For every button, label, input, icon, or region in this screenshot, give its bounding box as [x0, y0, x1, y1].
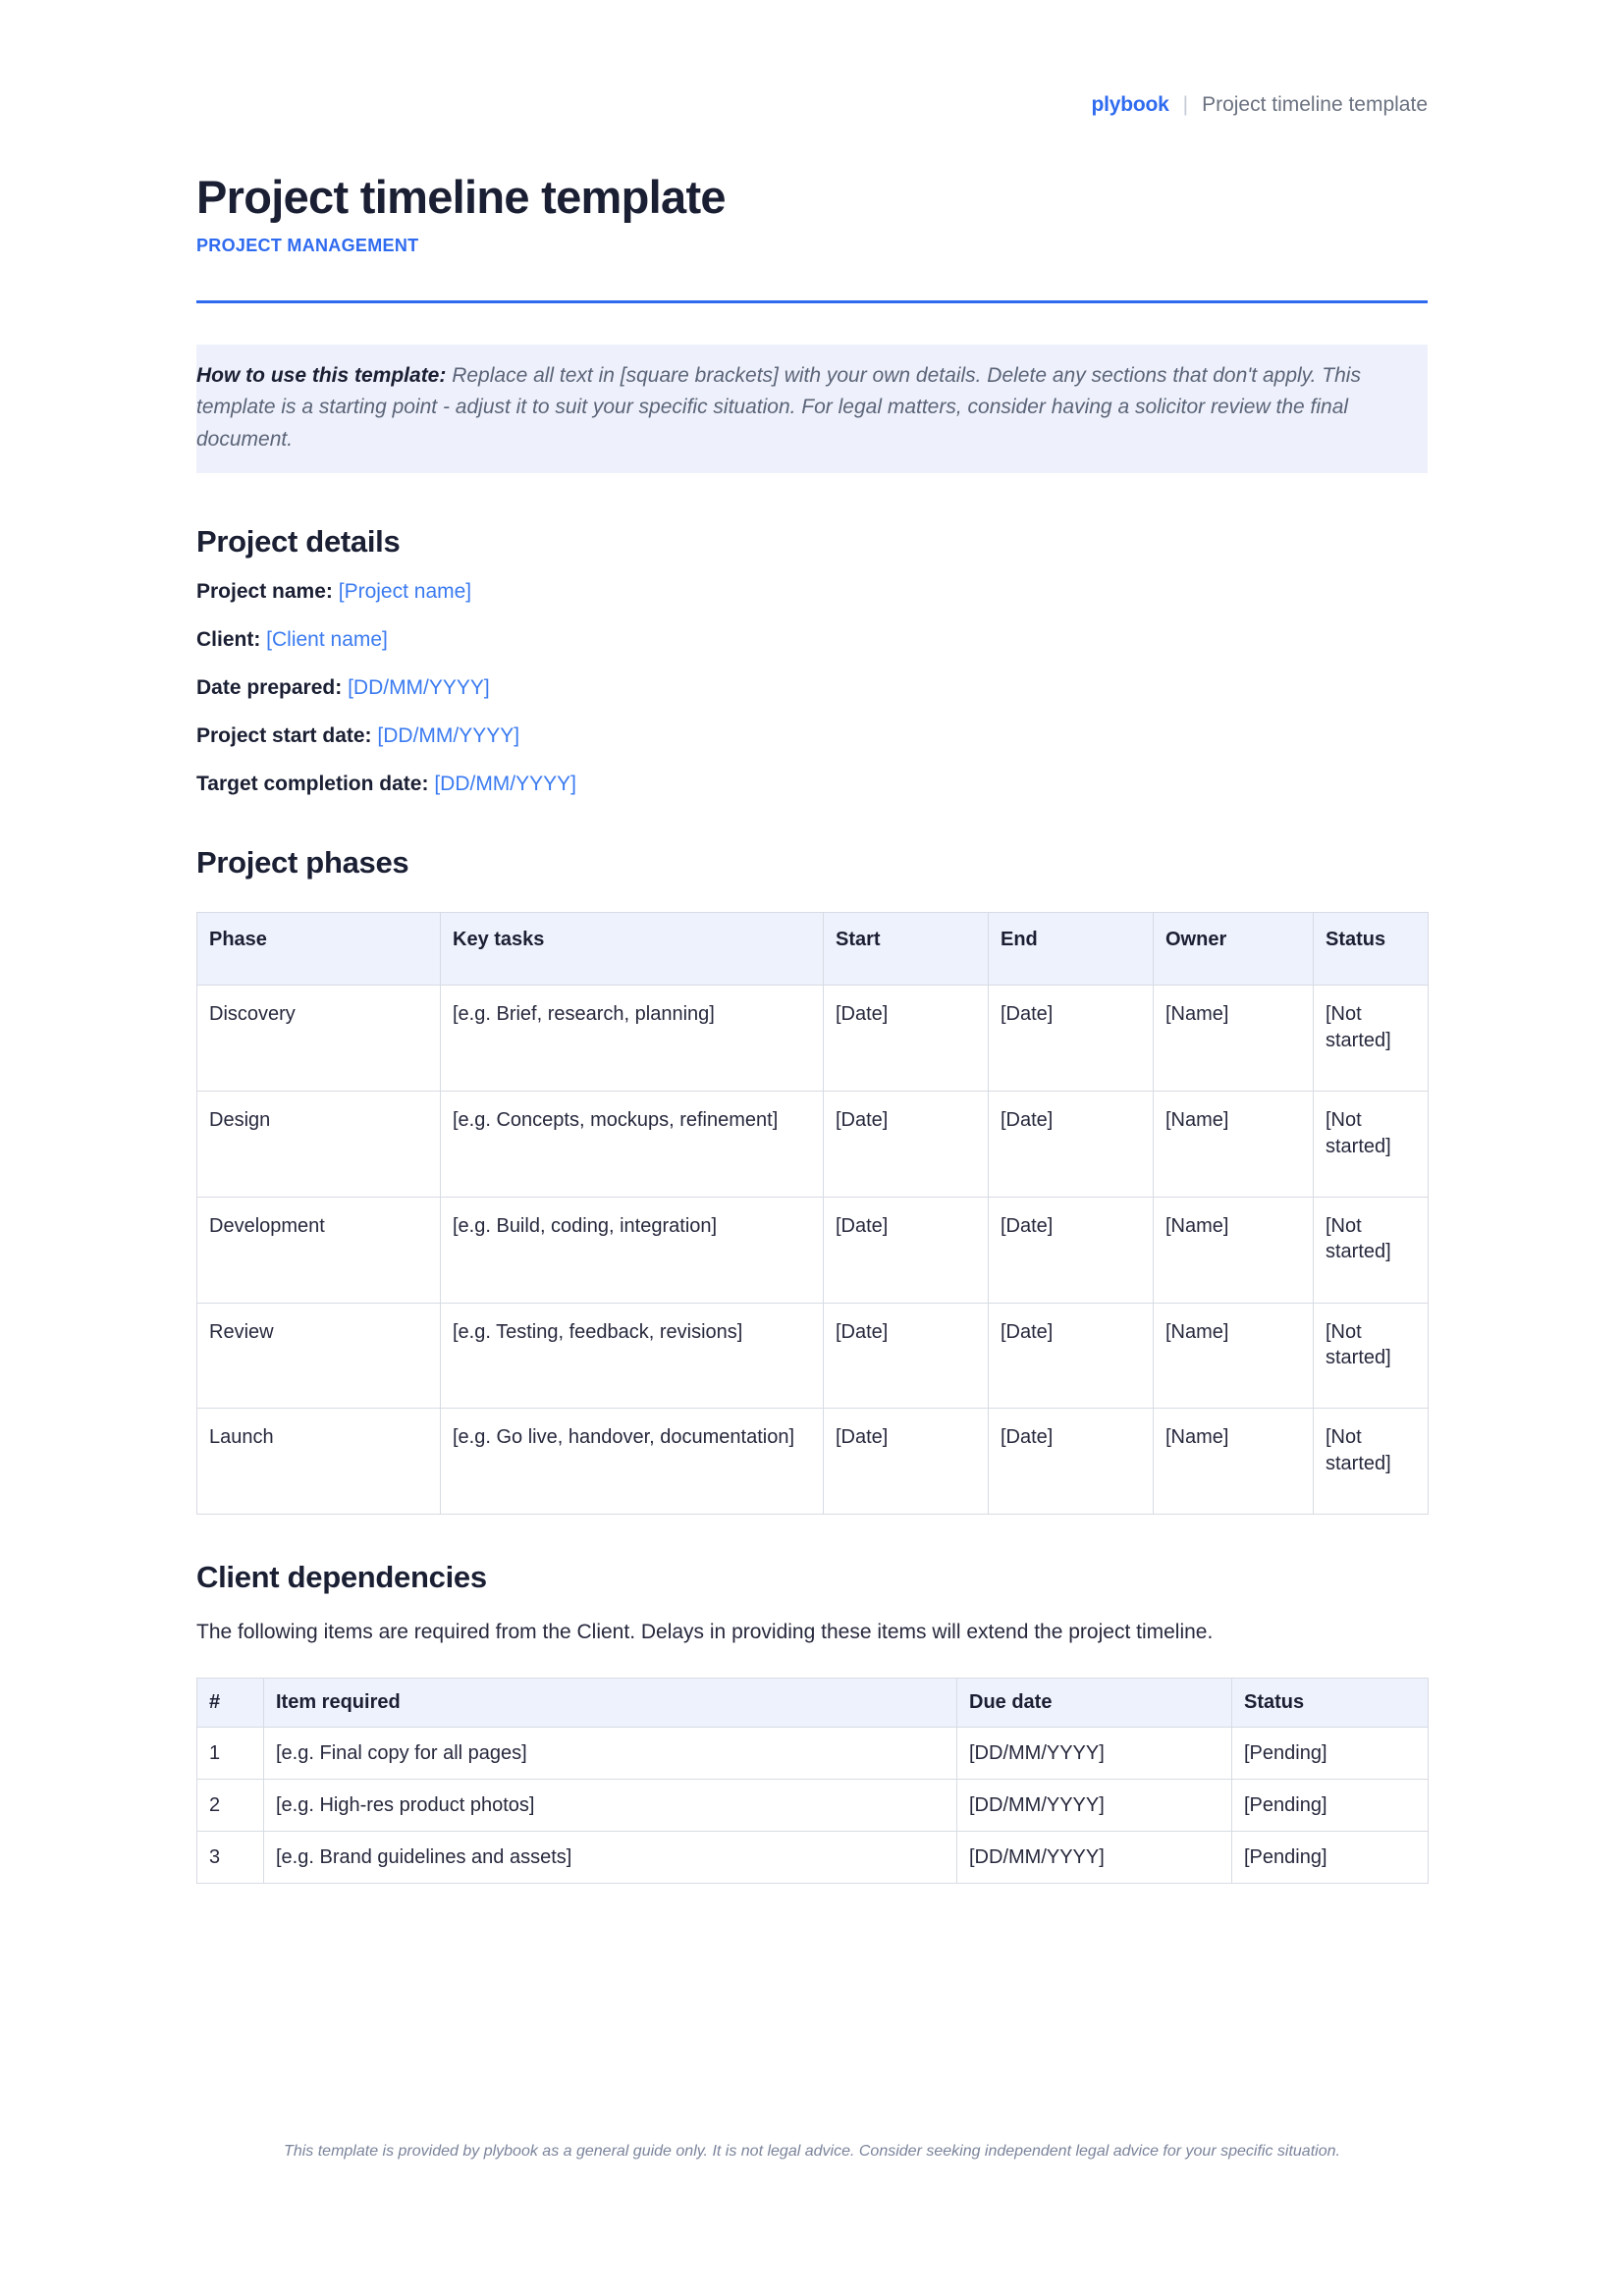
table-row — [197, 1727, 1429, 1779]
cell-item-required[interactable]: [e.g. High-res product photos] — [264, 1779, 957, 1831]
cell-phase[interactable]: Launch — [197, 1409, 441, 1515]
detail-label: Project start date: — [196, 724, 372, 748]
how-to-use-label: How to use this template: — [196, 363, 447, 387]
cell-status[interactable]: [Not started] — [1314, 1409, 1429, 1515]
detail-label: Client: — [196, 628, 261, 652]
cell-end[interactable]: [Date] — [989, 1303, 1154, 1409]
header-divider: | — [1182, 93, 1189, 116]
table-row — [197, 1779, 1429, 1831]
cell-end[interactable]: [Date] — [989, 986, 1154, 1092]
project-phases-table — [196, 912, 1429, 1515]
detail-row-project-name — [196, 581, 1428, 602]
cell-key-tasks[interactable]: [e.g. Brief, research, planning] — [441, 986, 824, 1092]
how-to-use-text: Replace all text in [square brackets] with your own details. Delete any sections that don't apply. This template is a starting point - adjust it to suit your specific situation. For legal matters, consider having a solicitor review the final document. — [196, 363, 1361, 451]
project-details-list — [196, 581, 1428, 794]
column-header-end: End — [989, 913, 1154, 986]
page-title: Project timeline template — [196, 171, 726, 223]
cell-start[interactable]: [Date] — [824, 1197, 989, 1303]
column-header-status: Status — [1232, 1678, 1429, 1727]
brand-logo-text: plybook — [1091, 93, 1169, 116]
cell-item-required[interactable]: [e.g. Brand guidelines and assets] — [264, 1831, 957, 1883]
table-row — [197, 986, 1429, 1092]
cell-phase[interactable]: Design — [197, 1092, 441, 1198]
detail-value[interactable]: [DD/MM/YYYY] — [377, 724, 520, 748]
header-document-name: Project timeline template — [1202, 93, 1428, 116]
cell-key-tasks[interactable]: [e.g. Build, coding, integration] — [441, 1197, 824, 1303]
detail-value[interactable]: [DD/MM/YYYY] — [434, 773, 576, 796]
detail-value[interactable]: [DD/MM/YYYY] — [348, 676, 490, 700]
detail-value[interactable]: [Client name] — [266, 628, 388, 652]
cell-start[interactable]: [Date] — [824, 1409, 989, 1515]
client-dependencies-table — [196, 1678, 1429, 1884]
client-dependencies-heading: Client dependencies — [196, 1560, 487, 1595]
column-header-status: Status — [1314, 913, 1429, 986]
column-header-start: Start — [824, 913, 989, 986]
cell-phase[interactable]: Review — [197, 1303, 441, 1409]
title-block — [196, 172, 1428, 256]
title-divider-rule — [196, 300, 1428, 303]
cell-status[interactable]: [Not started] — [1314, 986, 1429, 1092]
cell-start[interactable]: [Date] — [824, 1303, 989, 1409]
detail-row-target-completion-date — [196, 774, 1428, 794]
cell-owner[interactable]: [Name] — [1154, 1197, 1314, 1303]
page-footer: This template is provided by plybook as a general guide only. It is not legal advice. Consider seeking independent legal advice for your specific situation. — [284, 2143, 1340, 2160]
cell-phase[interactable]: Development — [197, 1197, 441, 1303]
table-row — [197, 1409, 1429, 1515]
cell-owner[interactable]: [Name] — [1154, 1092, 1314, 1198]
table-row — [197, 1303, 1429, 1409]
cell-end[interactable]: [Date] — [989, 1092, 1154, 1198]
cell-status[interactable]: [Not started] — [1314, 1092, 1429, 1198]
cell-due-date[interactable]: [DD/MM/YYYY] — [957, 1831, 1232, 1883]
column-header-due-date: Due date — [957, 1678, 1232, 1727]
cell-owner[interactable]: [Name] — [1154, 1409, 1314, 1515]
column-header-key-tasks: Key tasks — [441, 913, 824, 986]
cell-status[interactable]: [Pending] — [1232, 1831, 1429, 1883]
cell-start[interactable]: [Date] — [824, 1092, 989, 1198]
detail-row-project-start-date — [196, 725, 1428, 746]
how-to-use-box — [196, 345, 1428, 474]
detail-label: Project name: — [196, 580, 333, 604]
cell-phase[interactable]: Discovery — [197, 986, 441, 1092]
cell-end[interactable]: [Date] — [989, 1409, 1154, 1515]
cell-item-required[interactable]: [e.g. Final copy for all pages] — [264, 1727, 957, 1779]
cell-end[interactable]: [Date] — [989, 1197, 1154, 1303]
cell-due-date[interactable]: [DD/MM/YYYY] — [957, 1779, 1232, 1831]
project-phases-heading: Project phases — [196, 845, 409, 881]
cell-key-tasks[interactable]: [e.g. Go live, handover, documentation] — [441, 1409, 824, 1515]
column-header-phase: Phase — [197, 913, 441, 986]
detail-label: Date prepared: — [196, 676, 343, 700]
cell-status[interactable]: [Not started] — [1314, 1197, 1429, 1303]
table-row — [197, 1197, 1429, 1303]
detail-row-date-prepared — [196, 677, 1428, 698]
table-header-row — [197, 1678, 1429, 1727]
column-header-number: # — [197, 1678, 264, 1727]
cell-owner[interactable]: [Name] — [1154, 986, 1314, 1092]
document-category: PROJECT MANAGEMENT — [196, 235, 419, 255]
cell-key-tasks[interactable]: [e.g. Concepts, mockups, refinement] — [441, 1092, 824, 1198]
cell-status[interactable]: [Pending] — [1232, 1727, 1429, 1779]
column-header-owner: Owner — [1154, 913, 1314, 986]
client-dependencies-intro: The following items are required from the Client. Delays in providing these items will extend the project timeline. — [196, 1621, 1214, 1644]
table-row — [197, 1092, 1429, 1198]
cell-number: 2 — [197, 1779, 264, 1831]
detail-value[interactable]: [Project name] — [338, 580, 472, 604]
cell-status[interactable]: [Pending] — [1232, 1779, 1429, 1831]
cell-status[interactable]: [Not started] — [1314, 1303, 1429, 1409]
cell-owner[interactable]: [Name] — [1154, 1303, 1314, 1409]
cell-start[interactable]: [Date] — [824, 986, 989, 1092]
detail-label: Target completion date: — [196, 773, 429, 796]
cell-key-tasks[interactable]: [e.g. Testing, feedback, revisions] — [441, 1303, 824, 1409]
project-details-heading: Project details — [196, 524, 401, 560]
table-row — [197, 1831, 1429, 1883]
cell-due-date[interactable]: [DD/MM/YYYY] — [957, 1727, 1232, 1779]
detail-row-client — [196, 629, 1428, 650]
column-header-item-required: Item required — [264, 1678, 957, 1727]
cell-number: 1 — [197, 1727, 264, 1779]
table-header-row — [197, 913, 1429, 986]
brand-header — [196, 0, 1428, 115]
cell-number: 3 — [197, 1831, 264, 1883]
